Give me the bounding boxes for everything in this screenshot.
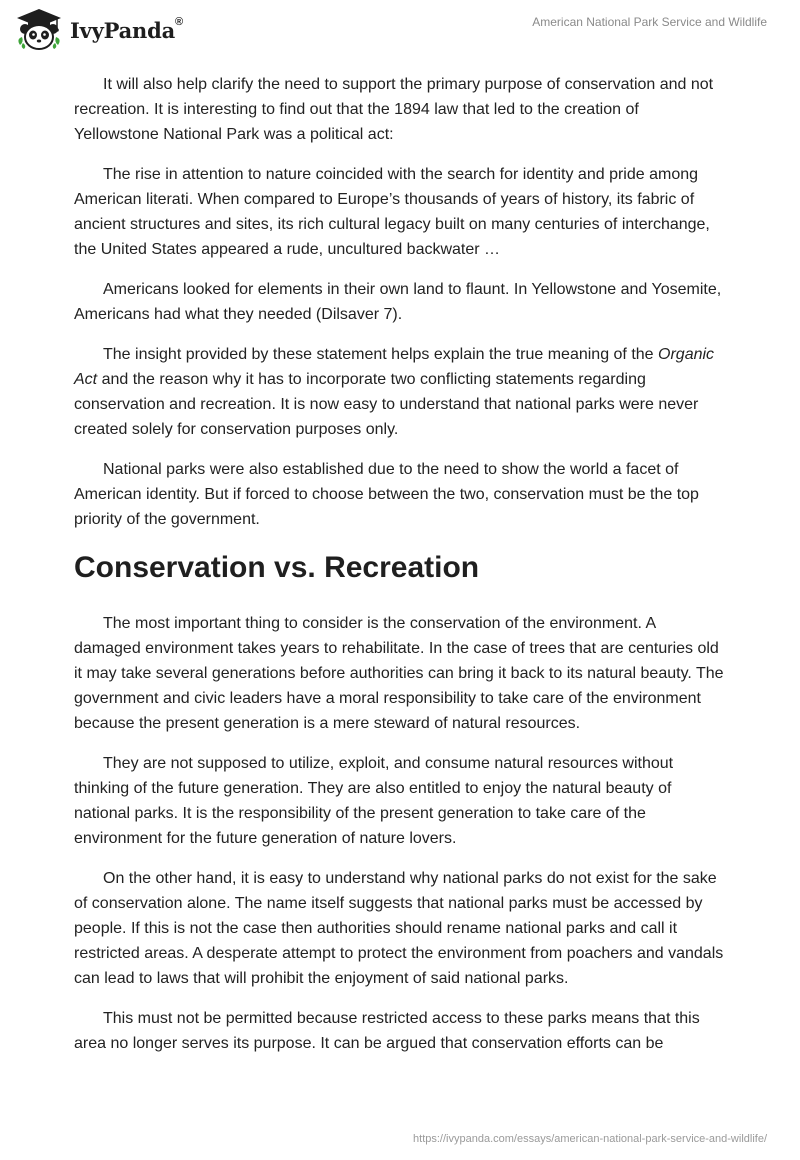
panda-graduate-icon bbox=[14, 7, 64, 53]
block-quote-paragraph: Americans looked for elements in their own land to flaunt. In Yellowstone and Yosemite, Americans had what they needed (Dilsaver 7). bbox=[74, 281, 722, 323]
registered-mark: ® bbox=[175, 15, 183, 28]
paragraph bbox=[74, 342, 726, 442]
paragraph: The most important thing to consider is the conservation of the environment. A damaged environment takes years to rehabilitate. In the case of trees that are centuries old it may take several generations before authorities can bring it back to its natural beauty. The government and civic leaders have a moral responsibility to take care of the environment because the present generation is a mere steward of natural resources. bbox=[74, 615, 724, 732]
section-heading: Conservation vs. Recreation bbox=[74, 551, 480, 584]
paragraph-text: and the reason why it has to incorporate two conflicting statements regarding conservation and recreation. It is now easy to understand that national parks were never created solely for conservation purposes only. bbox=[74, 371, 699, 438]
paragraph: This must not be permitted because restricted access to these parks means that this area no longer serves its purpose. It can be argued that conservation efforts can be bbox=[74, 1010, 700, 1052]
paragraph: On the other hand, it is easy to understand why national parks do not exist for the sake of conservation alone. The name itself suggests that national parks must be accessed by people. If this is not the case then authorities should rename national parks and call it restricted areas. A desperate attempt to protect the environment from poachers and vandals can lead to laws that will prohibit the enjoyment of said national parks. bbox=[74, 870, 724, 987]
paragraph: They are not supposed to utilize, exploit, and consume natural resources without thinking of the future generation. They are also entitled to enjoy the natural beauty of national parks. It is the responsibility of the present generation to take care of the environment for the future generation of nature lovers. bbox=[74, 755, 674, 847]
emphasis-organic-act: Organic Act bbox=[74, 346, 715, 388]
block-quote-paragraph: The rise in attention to nature coincided with the search for identity and pride among American literati. When compared to Europe’s thousands of years of history, its fabric of ancient structures and sites, its rich cultural legacy built on many centuries of interchange, the United States appeared a rude, uncultured backwater … bbox=[74, 166, 710, 258]
essay-body bbox=[74, 72, 726, 1071]
brand-name: IvyPanda® bbox=[70, 15, 183, 43]
source-url[interactable]: https://ivypanda.com/essays/american-national-park-service-and-wildlife/ bbox=[413, 1133, 767, 1145]
page-header bbox=[0, 0, 800, 64]
brand-logo[interactable] bbox=[14, 7, 183, 53]
document-title: American National Park Service and Wildlife bbox=[532, 15, 767, 29]
paragraph: National parks were also established due to the need to show the world a facet of American identity. But if forced to choose between the two, conservation must be the top priority of the government. bbox=[74, 461, 699, 528]
paragraph-text: The insight provided by these statement helps explain the true meaning of the bbox=[103, 346, 659, 363]
paragraph: It will also help clarify the need to support the primary purpose of conservation and not recreation. It is interesting to find out that the 1894 law that led to the creation of Yellowstone National Park was a political act: bbox=[74, 76, 714, 143]
